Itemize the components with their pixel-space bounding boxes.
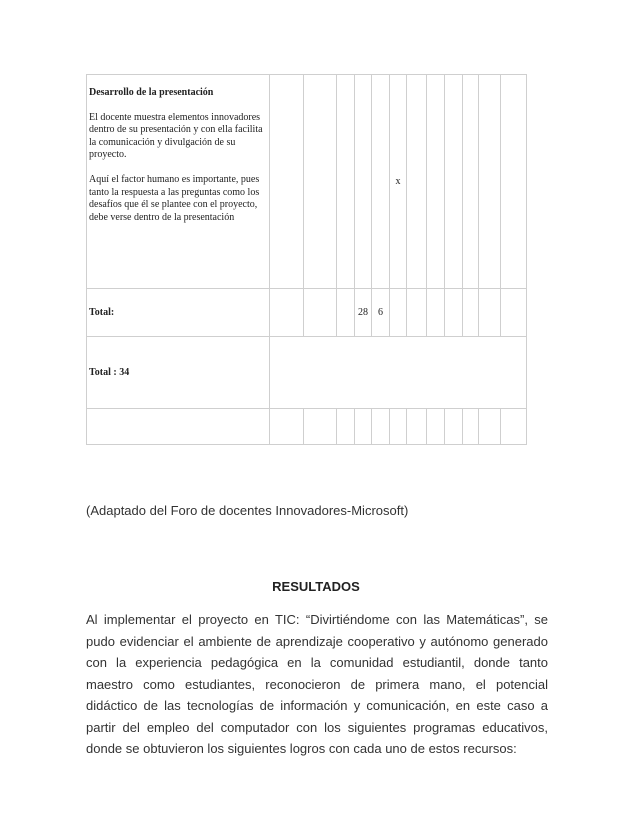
- score-cell: [407, 289, 427, 337]
- total-value: 28: [355, 289, 372, 337]
- score-cell: [479, 289, 501, 337]
- table-row: [87, 289, 527, 337]
- score-cell: [427, 75, 445, 289]
- table-row: [87, 337, 527, 409]
- score-cell: [479, 409, 501, 445]
- total-value: 6: [372, 289, 390, 337]
- score-cell: [270, 409, 304, 445]
- score-cell: [304, 289, 337, 337]
- score-cell: [501, 289, 527, 337]
- criterion-cell: [87, 75, 270, 289]
- grand-total-label: Total : 34: [87, 337, 270, 409]
- score-cell: [355, 75, 372, 289]
- score-cell: [390, 409, 407, 445]
- source-caption: (Adaptado del Foro de docentes Innovadores-Microsoft): [86, 503, 409, 518]
- criterion-paragraph: El docente muestra elementos innovadores dentro de su presentación y con ella facilita la comunicación y divulgación de su proyecto.: [89, 111, 263, 161]
- evaluation-table: [86, 74, 527, 445]
- score-cell: [427, 409, 445, 445]
- score-cell: [463, 289, 479, 337]
- score-cell: [479, 75, 501, 289]
- score-cell: [390, 289, 407, 337]
- score-cell: [355, 409, 372, 445]
- score-cell: [445, 409, 463, 445]
- score-cell: [372, 75, 390, 289]
- section-heading: RESULTADOS: [272, 579, 360, 594]
- criterion-title: Desarrollo de la presentación: [89, 87, 214, 98]
- total-label: Total:: [87, 289, 270, 337]
- merged-cell: [270, 337, 527, 409]
- score-cell: [372, 409, 390, 445]
- score-cell: [407, 75, 427, 289]
- score-cell: [337, 409, 355, 445]
- score-cell: [501, 75, 527, 289]
- score-cell: [337, 289, 355, 337]
- body-paragraph: Al implementar el proyecto en TIC: “Divirtiéndome con las Matemáticas”, se pudo evidenciar el ambiente de aprendizaje cooperativo y autónomo generado con la experiencia pedagógica en la comunidad estudiantil, donde tanto maestro como estudiantes, reconocieron de primera mano, el potencial didáctico de las tecnologías de información y comunicación, en este caso a partir del empleo del computador con los siguientes programas educativos, donde se obtuvieron los siguientes logros con cada uno de estos recursos:: [86, 612, 548, 756]
- score-cell: [304, 409, 337, 445]
- score-cell: [304, 75, 337, 289]
- score-cell: [445, 75, 463, 289]
- table-row: [87, 75, 527, 289]
- score-cell: [427, 289, 445, 337]
- score-mark: x: [390, 75, 407, 289]
- score-cell: [463, 409, 479, 445]
- score-cell: [337, 75, 355, 289]
- score-cell: [270, 289, 304, 337]
- score-cell: [501, 409, 527, 445]
- table-row: [87, 409, 527, 445]
- criterion-paragraph: Aquí el factor humano es importante, pues tanto la respuesta a las preguntas como los desafíos que él se plantee con el proyecto, debe verse dentro de la presentación: [89, 173, 260, 223]
- score-cell: [463, 75, 479, 289]
- score-cell: [445, 289, 463, 337]
- score-cell: [407, 409, 427, 445]
- score-cell: [270, 75, 304, 289]
- empty-cell: [87, 409, 270, 445]
